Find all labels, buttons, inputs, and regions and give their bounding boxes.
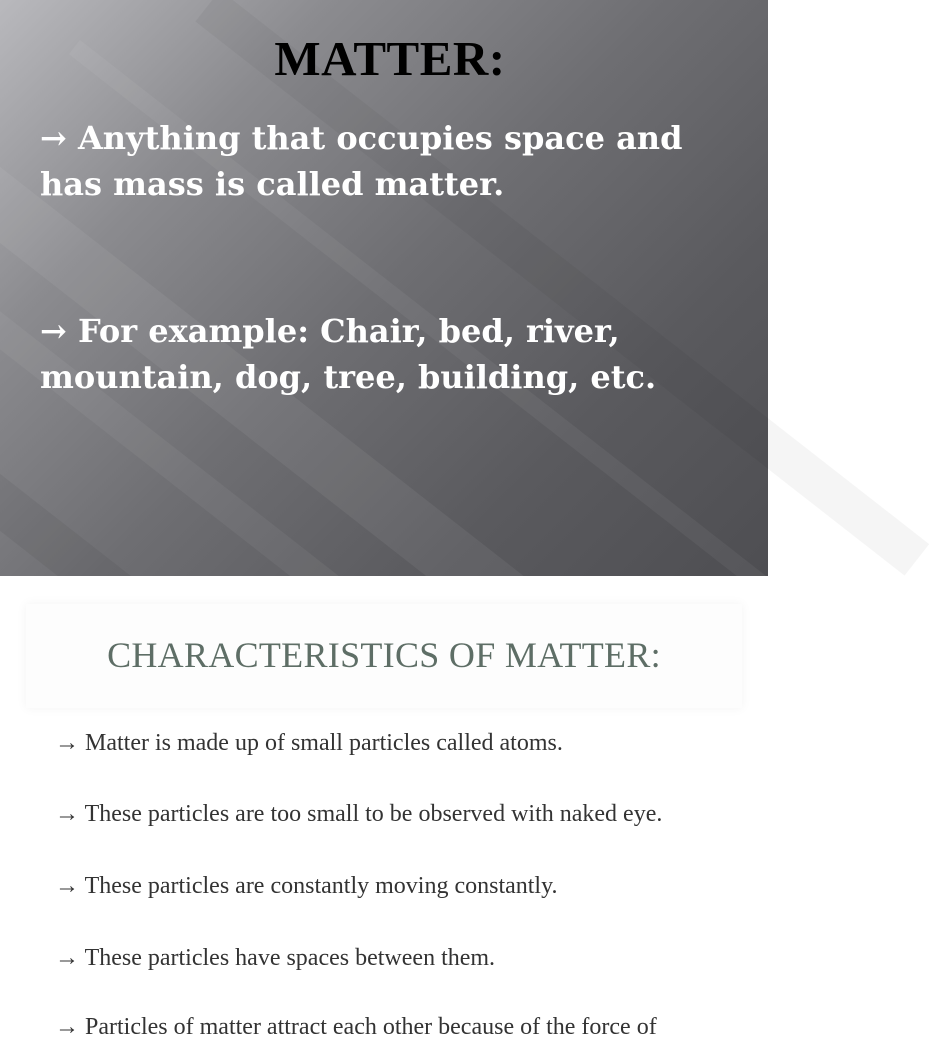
bullet-item: → Matter is made up of small particles called atoms. [55,730,563,756]
bullet-item: → These particles are constantly moving constantly. [55,873,558,899]
slide-title: MATTER: [274,31,506,86]
slide-matter [0,0,768,576]
bullet-item: → These particles are too small to be observed with naked eye. [55,801,663,827]
example-paragraph: → For example: Chair, bed, river, mountain, dog, tree, building, etc. [40,312,657,396]
slide-characteristics [0,576,768,1040]
slide-title: CHARACTERISTICS OF MATTER: [107,635,661,675]
bullet-item: → Particles of matter attract each other because of the force of [55,1014,657,1040]
definition-paragraph: → Anything that occupies space and has mass is called matter. [40,119,683,203]
bullet-item: → These particles have spaces between them. [55,945,496,971]
